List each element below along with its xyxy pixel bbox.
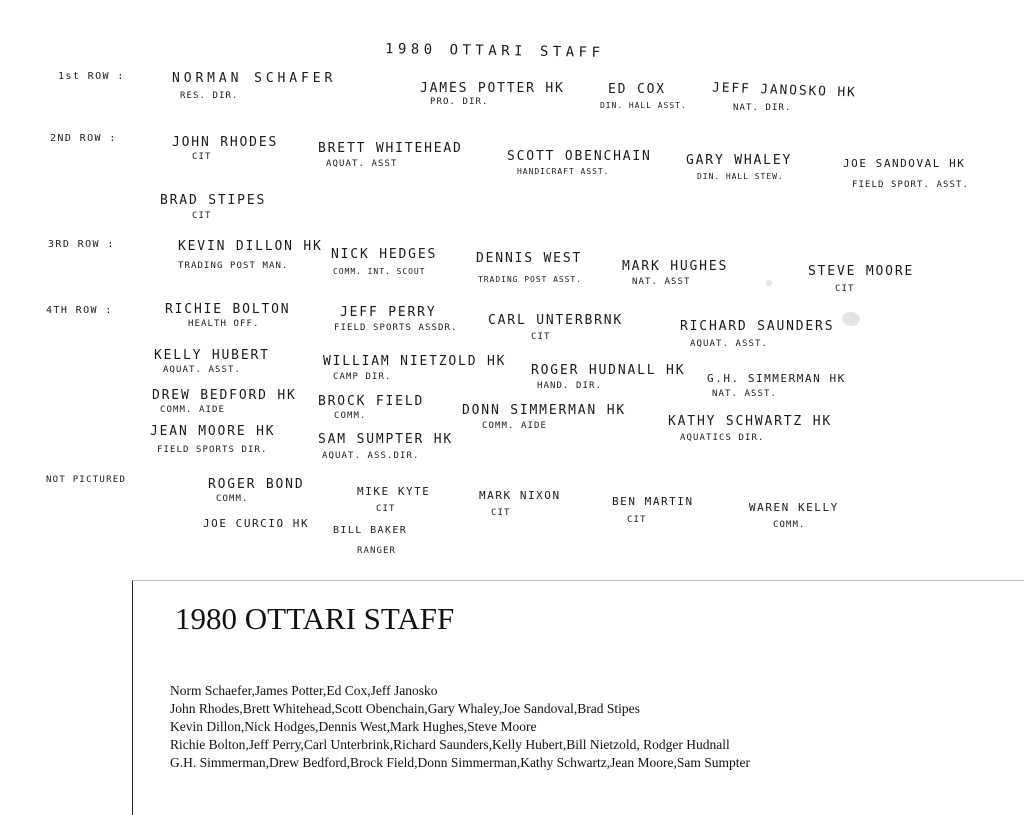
staff-name: WAREN KELLY <box>749 501 839 514</box>
staff-name: JOE CURCIO HK <box>203 517 310 530</box>
staff-role: CIT <box>627 515 647 525</box>
staff-role: RES. DIR. <box>180 91 239 101</box>
staff-role: FIELD SPORTS DIR. <box>157 445 268 455</box>
staff-name: KATHY SCHWARTZ HK <box>668 414 832 429</box>
typed-caption-card <box>132 580 1024 815</box>
staff-name: ED COX <box>608 82 666 97</box>
typed-name-list <box>170 682 750 772</box>
staff-role: CIT <box>835 284 855 294</box>
staff-role: CIT <box>192 152 212 162</box>
staff-name: DREW BEDFORD HK <box>152 388 297 403</box>
staff-name: STEVE MOORE <box>808 264 915 279</box>
handwritten-title: 1980 OTTARI STAFF <box>384 41 605 61</box>
staff-role: NAT. ASST <box>632 277 691 287</box>
staff-name: CARL UNTERBRNK <box>488 313 624 328</box>
staff-role: CIT <box>531 332 551 342</box>
staff-name: BEN MARTIN <box>612 495 694 508</box>
staff-role: COMM. <box>773 520 806 530</box>
staff-name: KELLY HUBERT <box>154 348 270 363</box>
staff-role: AQUAT. ASS.DIR. <box>322 451 420 461</box>
staff-name: SAM SUMPTER HK <box>318 432 454 447</box>
row-label-1: 1st ROW : <box>58 71 125 82</box>
staff-role: AQUATICS DIR. <box>680 433 765 443</box>
staff-name: WILLIAM NIETZOLD HK <box>323 354 507 369</box>
staff-name: JEFF JANOSKO HK <box>711 80 857 101</box>
staff-role: DIN. HALL STEW. <box>697 172 784 181</box>
staff-name: ROGER BOND <box>208 477 305 492</box>
row-label-2: 2ND ROW : <box>50 133 117 144</box>
staff-role: PRO. DIR. <box>430 97 489 107</box>
staff-name: JOHN RHODES <box>172 135 279 150</box>
staff-name: SCOTT OBENCHAIN <box>507 149 652 164</box>
staff-role: HANDICRAFT ASST. <box>517 167 610 176</box>
staff-name: MIKE KYTE <box>357 485 431 498</box>
staff-name: BILL BAKER <box>333 525 408 536</box>
staff-name: JOE SANDOVAL HK <box>843 157 966 170</box>
staff-role: COMM. INT. SCOUT <box>333 267 426 276</box>
typed-line: G.H. Simmerman,Drew Bedford,Brock Field,Donn Simmerman,Kathy Schwartz,Jean Moore,Sam Sumpter <box>170 755 751 770</box>
staff-name: DENNIS WEST <box>476 251 583 266</box>
staff-name: BRAD STIPES <box>160 193 267 208</box>
staff-name: MARK HUGHES <box>622 259 729 274</box>
staff-name: NICK HEDGES <box>331 247 438 262</box>
staff-role: CIT <box>376 504 396 514</box>
staff-role: AQUAT. ASST. <box>690 339 768 349</box>
staff-role: CAMP DIR. <box>333 372 392 382</box>
staff-role: RANGER <box>357 546 396 556</box>
staff-role: TRADING POST MAN. <box>178 261 289 271</box>
staff-name: GARY WHALEY <box>686 153 793 168</box>
staff-name: BROCK FIELD <box>318 394 425 409</box>
staff-role: CIT <box>192 211 212 221</box>
staff-name: RICHIE BOLTON <box>165 302 291 317</box>
staff-name: JEAN MOORE HK <box>150 424 276 439</box>
staff-name: NORMAN SCHAFER <box>172 71 337 86</box>
staff-role: CIT <box>491 508 511 518</box>
staff-role: TRADING POST ASST. <box>478 275 582 284</box>
staff-name: KEVIN DILLON HK <box>178 239 323 254</box>
row-label-not-pictured: NOT PICTURED <box>46 475 127 485</box>
staff-role: AQUAT. ASST. <box>163 365 241 375</box>
row-label-3: 3RD ROW : <box>48 239 115 250</box>
staff-name: BRETT WHITEHEAD <box>318 141 463 156</box>
staff-role: FIELD SPORT. ASST. <box>852 180 969 190</box>
staff-role: DIN. HALL ASST. <box>600 101 687 110</box>
typed-title: 1980 OTTARI STAFF <box>175 601 455 636</box>
staff-name: RICHARD SAUNDERS <box>680 319 835 334</box>
typed-line: Kevin Dillon,Nick Hodges,Dennis West,Mark Hughes,Steve Moore <box>170 719 537 734</box>
typed-line: Richie Bolton,Jeff Perry,Carl Unterbrink,Richard Saunders,Kelly Hubert,Bill Nietzold, Rodger Hudnall <box>170 737 730 752</box>
staff-role: HAND. DIR. <box>537 381 602 391</box>
scan-smudge <box>842 312 860 326</box>
staff-name: G.H. SIMMERMAN HK <box>707 372 846 385</box>
staff-role: COMM. <box>216 494 249 504</box>
staff-role: AQUAT. ASST <box>326 159 398 169</box>
row-label-4: 4TH ROW : <box>46 305 113 316</box>
staff-role: NAT. ASST. <box>712 389 777 399</box>
staff-role: NAT. DIR. <box>733 103 792 113</box>
staff-name: JAMES POTTER HK <box>420 81 565 96</box>
typed-line: Norm Schaefer,James Potter,Ed Cox,Jeff Janosko <box>170 683 438 698</box>
scan-smudge <box>766 280 772 286</box>
staff-name: ROGER HUDNALL HK <box>531 363 686 378</box>
staff-role: COMM. AIDE <box>482 421 547 431</box>
typed-line: John Rhodes,Brett Whitehead,Scott Obenchain,Gary Whaley,Joe Sandoval,Brad Stipes <box>170 701 640 716</box>
staff-role: COMM. <box>334 411 367 421</box>
staff-name: JEFF PERRY <box>340 305 437 320</box>
staff-name: MARK NIXON <box>479 489 561 502</box>
staff-role: HEALTH OFF. <box>188 319 260 329</box>
staff-name: DONN SIMMERMAN HK <box>462 403 626 418</box>
staff-role: COMM. AIDE <box>160 405 225 415</box>
staff-role: FIELD SPORTS ASSDR. <box>334 323 458 333</box>
